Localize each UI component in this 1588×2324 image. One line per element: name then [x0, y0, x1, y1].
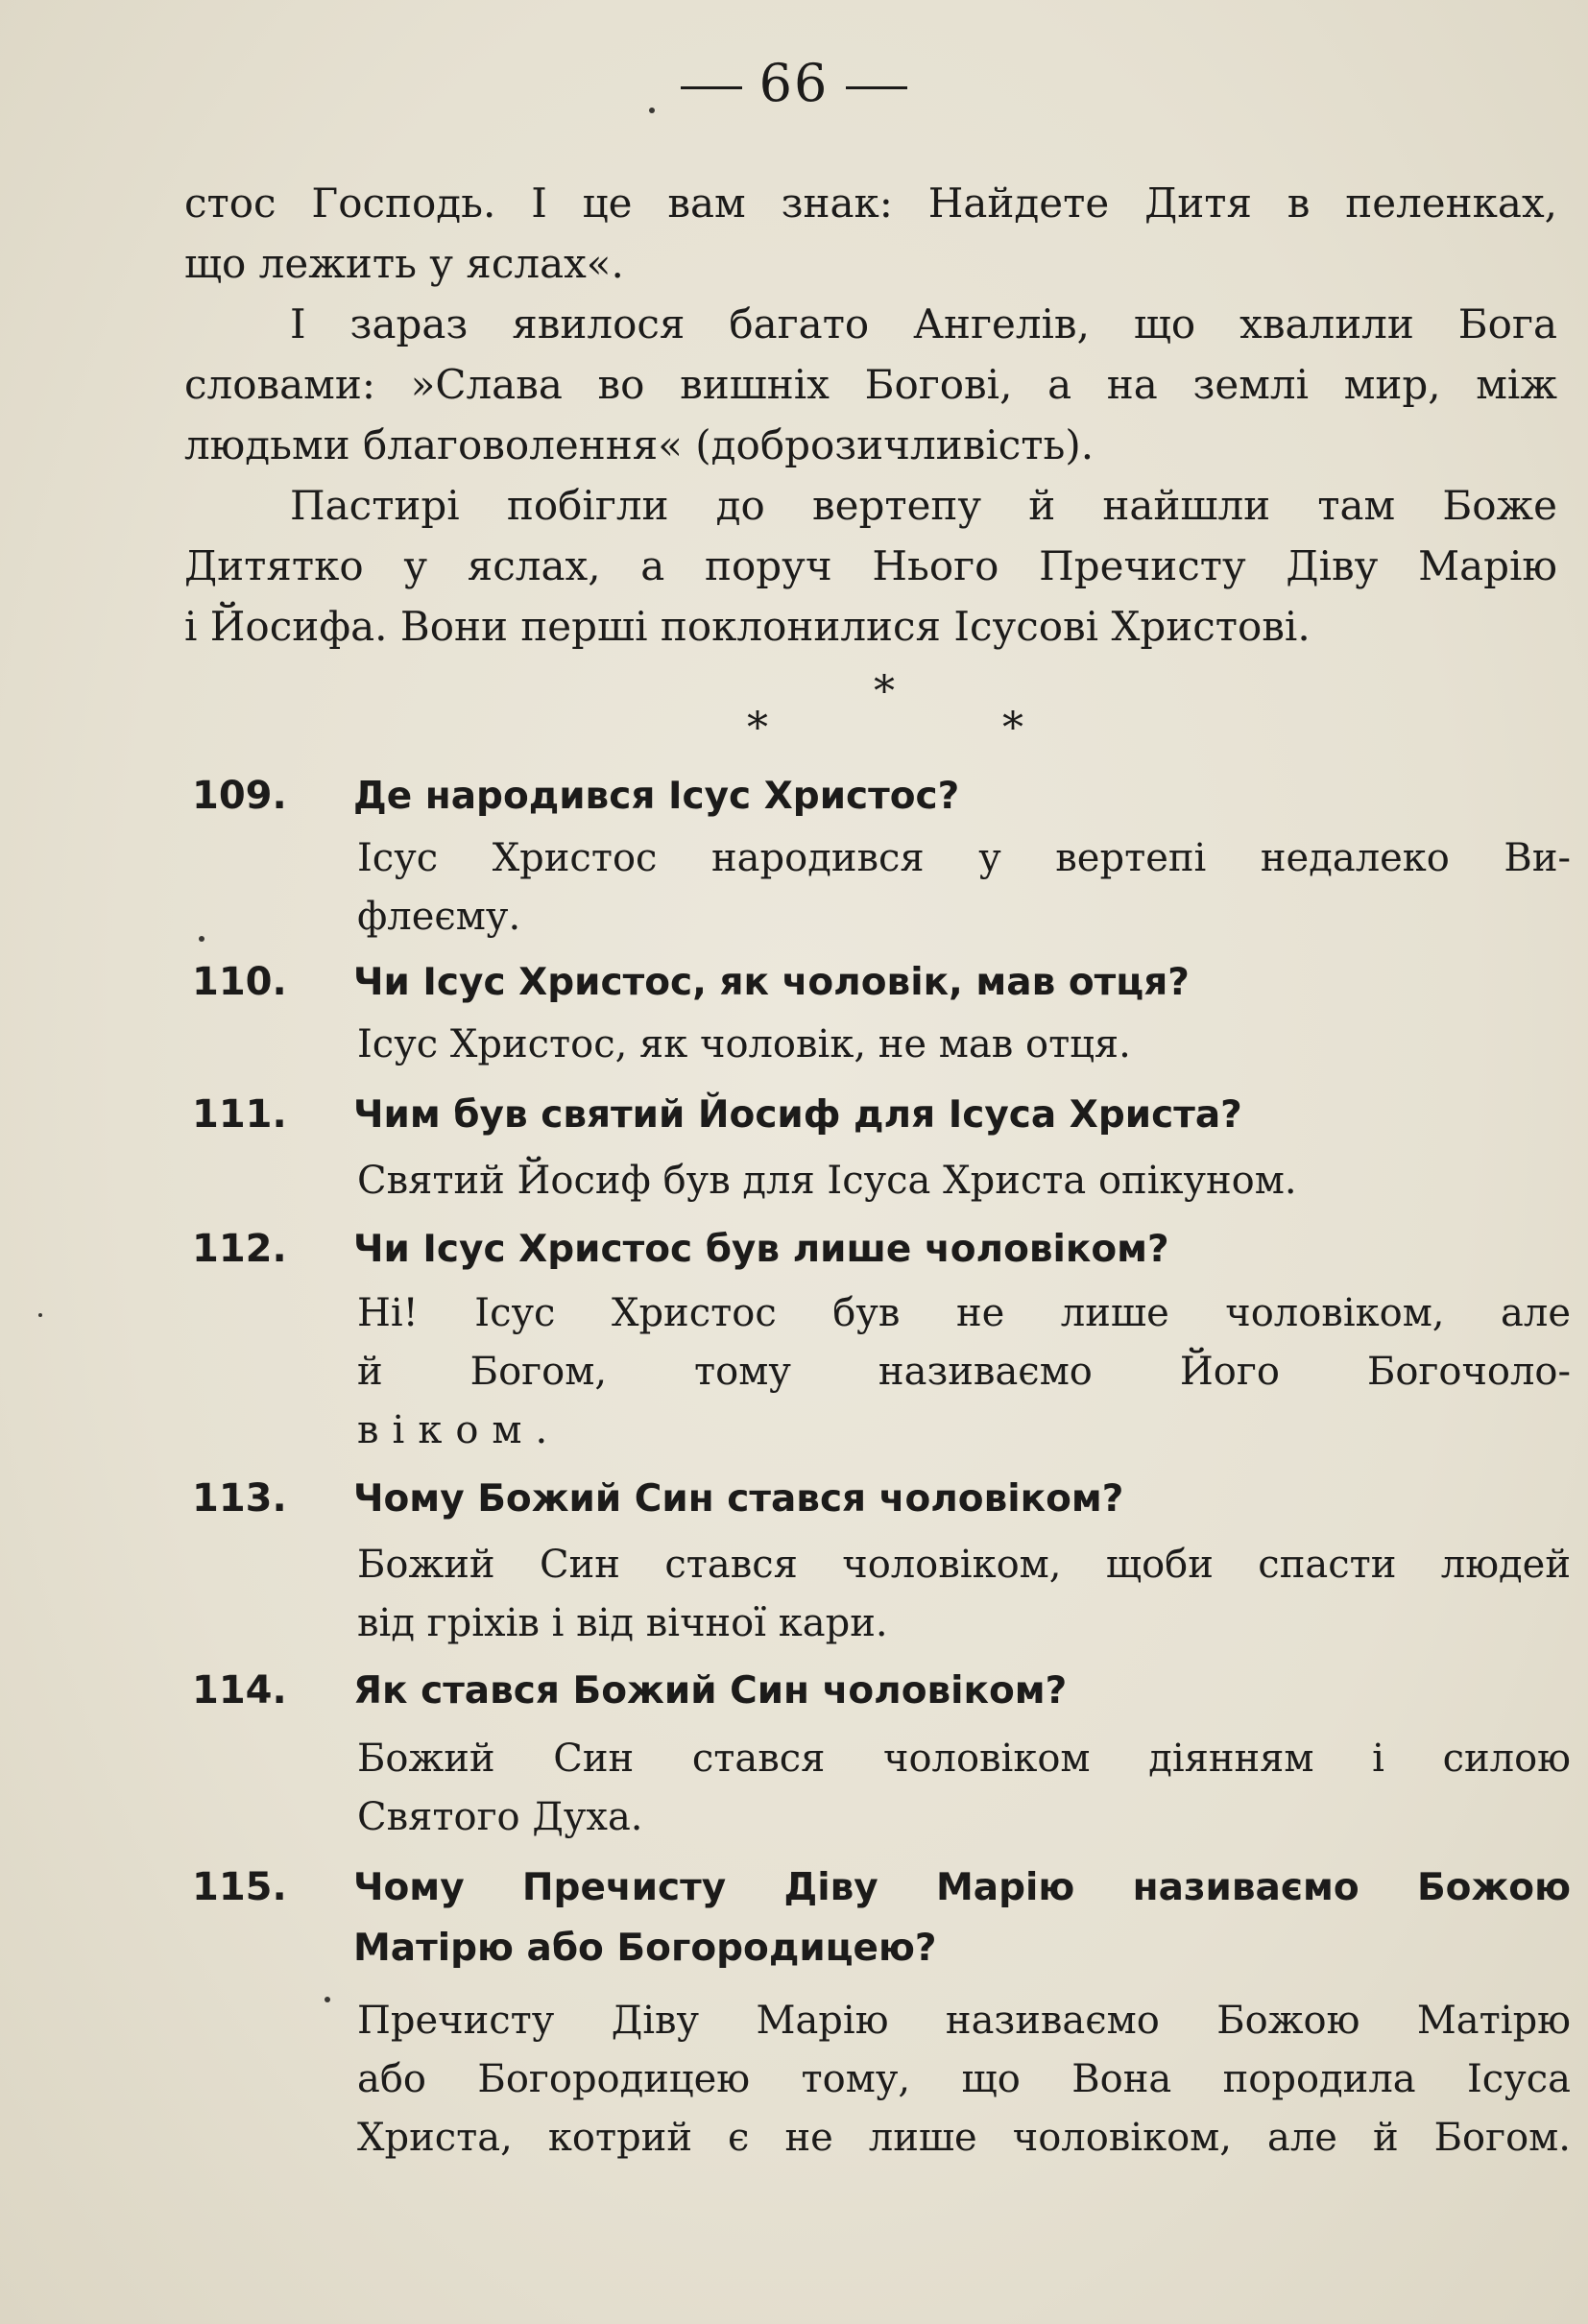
question-line: Чим був святий Йосиф для Ісуса Христа?: [353, 1093, 1242, 1137]
answer-line: Пречисту Діву Марію називаємо Божою Матірю: [357, 1999, 1571, 2043]
page-number: [0, 53, 1588, 113]
answer-line: флеєму.: [357, 895, 521, 939]
answer-line: від гріхів і від вічної кари.: [357, 1601, 888, 1645]
question-text: [353, 1219, 1571, 1280]
answer-line: віком.: [357, 1408, 562, 1452]
page-number-value: 66: [758, 53, 830, 113]
intro-paragraph: [184, 173, 1557, 657]
question-text: [353, 1085, 1571, 1145]
intro-line: Дитятко у яслах, а поруч Нього Пречисту Діву Марію: [184, 542, 1557, 589]
asterisk: *: [747, 704, 768, 753]
question-line: Чому Пречисту Діву Марію називаємо Божою: [353, 1866, 1571, 1909]
intro-line: людьми благоволення« (доброзичливість).: [184, 421, 1095, 468]
answer-line: й Богом, тому називаємо Його Богочоло-: [357, 1350, 1571, 1394]
question-text: [353, 1661, 1571, 1721]
asterisk: *: [1002, 704, 1023, 753]
answer-text: [357, 829, 1571, 946]
intro-line: Пастирі побігли до вертепу й найшли там Боже: [290, 482, 1557, 529]
answer-text: [357, 1284, 1571, 1460]
question-number: 109.: [192, 774, 287, 818]
print-speck: [325, 1997, 330, 2002]
question-text: [353, 766, 1571, 827]
answer-text: [357, 1152, 1571, 1210]
answer-line: Ісус Христос, як чоловік, не мав отця.: [357, 1022, 1131, 1066]
answer-line: Святого Духа.: [357, 1795, 643, 1839]
answer-text: [357, 1992, 1571, 2168]
intro-line: і Йосифа. Вони перші поклонилися Ісусові Христові.: [184, 603, 1311, 650]
question-number: 115.: [192, 1865, 287, 1909]
question-line: Матірю або Богородицею?: [353, 1927, 937, 1970]
question-number: 112.: [192, 1227, 287, 1271]
answer-line: Божий Син стався чоловіком, щоби спасти людей: [357, 1543, 1571, 1587]
intro-line: що лежить у яслах«.: [184, 240, 624, 287]
question-line: Чи Ісус Христос був лише чоловіком?: [353, 1228, 1169, 1271]
answer-line: Христа, котрий є не лише чоловіком, але й Богом.: [357, 2116, 1571, 2160]
question-number: 113.: [192, 1476, 287, 1521]
intro-line: словами: »Слава во вишніх Богові, а на землі мир, між: [184, 361, 1557, 408]
question-number: 110.: [192, 960, 287, 1004]
question-number: 111.: [192, 1092, 287, 1137]
answer-line: Святий Йосиф був для Ісуса Христа опікуном.: [357, 1159, 1297, 1203]
question-text: [353, 952, 1571, 1013]
answer-line: Божий Син стався чоловіком діянням і силою: [357, 1737, 1571, 1781]
question-text: [353, 1857, 1571, 1978]
answer-text: [357, 1016, 1571, 1074]
print-speck: [199, 936, 205, 942]
intro-line: стос Господь. І це вам знак: Найдете Дитя в пеленках,: [184, 180, 1557, 227]
question-text: [353, 1469, 1571, 1529]
answer-line: Ні! Ісус Христос був не лише чоловіком, але: [357, 1291, 1571, 1335]
question-number: 114.: [192, 1668, 287, 1713]
asterisk: *: [874, 667, 895, 716]
answer-line: або Богородицею тому, що Вона породила Ісуса: [357, 2057, 1571, 2101]
intro-line: І зараз явилося багато Ангелів, що хвалили Бога: [290, 300, 1557, 347]
question-line: Як стався Божий Син чоловіком?: [353, 1669, 1068, 1713]
answer-text: [357, 1536, 1571, 1653]
answer-line: Ісус Христос народився у вертепі недалеко Ви-: [357, 836, 1571, 880]
print-speck: [649, 108, 655, 113]
dash-left: [681, 86, 742, 89]
answer-text: [357, 1730, 1571, 1847]
print-speck: [38, 1313, 42, 1317]
question-line: Чи Ісус Христос, як чоловік, мав отця?: [353, 961, 1190, 1004]
question-line: Де народився Ісус Христос?: [353, 775, 960, 818]
dash-right: [846, 86, 907, 89]
question-line: Чому Божий Син стався чоловіком?: [353, 1477, 1124, 1521]
